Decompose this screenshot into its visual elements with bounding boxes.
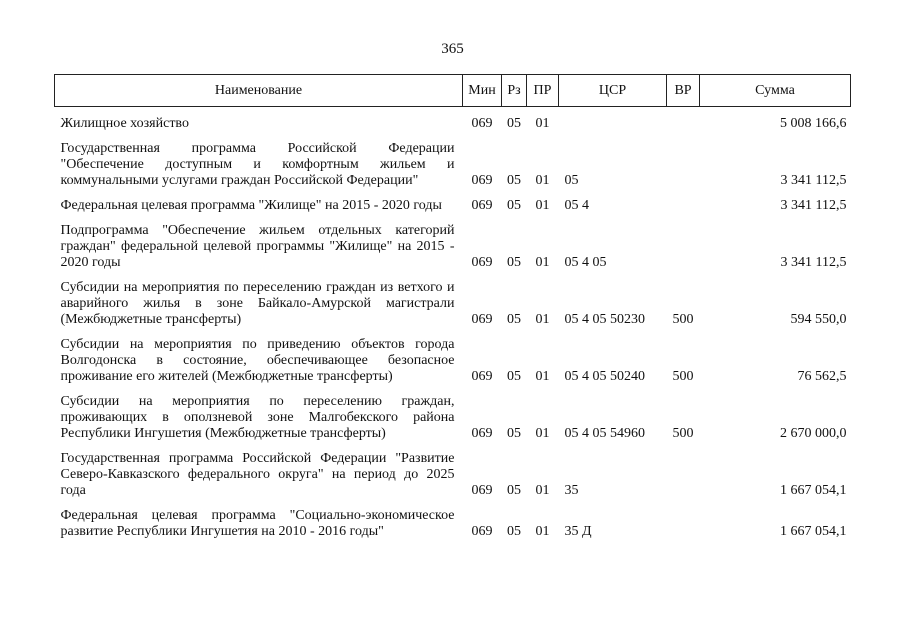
row-pr: 01 xyxy=(535,483,550,498)
row-min: 069 xyxy=(471,198,493,213)
table-row xyxy=(55,280,851,328)
page-number: 365 xyxy=(441,41,464,57)
row-vr: 500 xyxy=(672,426,694,441)
row-csr: 35 Д xyxy=(564,524,592,539)
row-csr: 05 4 05 54960 xyxy=(564,426,645,441)
row-csr: 05 4 xyxy=(564,198,589,213)
table-row xyxy=(55,394,851,442)
row-rz: 05 xyxy=(507,116,521,131)
row-min: 069 xyxy=(471,173,493,188)
row-pr: 01 xyxy=(535,116,550,131)
row-min: 069 xyxy=(471,426,493,441)
row-pr: 01 xyxy=(535,426,550,441)
row-pr: 01 xyxy=(535,173,550,188)
row-min: 069 xyxy=(471,524,493,539)
row-vr: 500 xyxy=(672,369,694,384)
row-min: 069 xyxy=(471,312,493,327)
row-vr xyxy=(667,508,700,540)
budget-table xyxy=(54,74,851,540)
row-sum: 1 667 054,1 xyxy=(780,483,847,498)
row-name: Федеральная целевая программа "Социально-экономическое развитие Республики Ингушетия на 2010 - 2016 годы" xyxy=(60,508,455,539)
header-csr: ЦСР xyxy=(559,75,667,107)
row-pr: 01 xyxy=(535,198,550,213)
row-name: Субсидии на мероприятия по приведению объектов города Волгодонска в состояние, обеспечивающее безопасное проживание его жителей (Межбюджетные трансферты) xyxy=(60,337,455,384)
row-rz: 05 xyxy=(507,369,521,384)
row-name: Государственная программа Российской Федерации "Обеспечение доступным и комфортным жильем и коммунальными услугами граждан Российской Федерации" xyxy=(60,141,455,188)
table-row xyxy=(55,451,851,499)
row-min: 069 xyxy=(471,116,493,131)
row-rz: 05 xyxy=(507,426,521,441)
row-name: Субсидии на мероприятия по переселению граждан из ветхого и аварийного жилья в зоне Байкало-Амурской магистрали (Межбюджетные трансферты) xyxy=(60,280,455,327)
row-name: Подпрограмма "Обеспечение жильем отдельных категорий граждан" федеральной целевой программы "Жилище" на 2015 - 2020 годы xyxy=(60,223,455,270)
row-csr: 05 xyxy=(564,173,579,188)
row-sum: 3 341 112,5 xyxy=(780,198,847,213)
row-rz: 05 xyxy=(507,312,521,327)
row-sum: 594 550,0 xyxy=(790,312,847,327)
header-sum: Сумма xyxy=(700,75,851,107)
row-vr xyxy=(667,451,700,499)
row-pr: 01 xyxy=(535,312,550,327)
row-csr xyxy=(559,116,667,132)
header-min: Мин xyxy=(463,75,502,107)
row-csr: 05 4 05 50240 xyxy=(564,369,645,384)
row-vr xyxy=(667,116,700,132)
header-rz: Рз xyxy=(502,75,527,107)
row-csr: 05 4 05 50230 xyxy=(564,312,645,327)
header-name: Наименование xyxy=(55,75,463,107)
table-row xyxy=(55,508,851,540)
row-csr: 05 4 05 xyxy=(564,255,607,270)
row-min: 069 xyxy=(471,255,493,270)
row-min: 069 xyxy=(471,483,493,498)
row-name: Федеральная целевая программа "Жилище" на 2015 - 2020 годы xyxy=(60,198,442,213)
row-rz: 05 xyxy=(507,483,521,498)
row-sum: 1 667 054,1 xyxy=(780,524,847,539)
row-name: Жилищное хозяйство xyxy=(60,116,189,131)
table-row xyxy=(55,198,851,214)
row-pr: 01 xyxy=(535,255,550,270)
table-row xyxy=(55,141,851,189)
row-name: Субсидии на мероприятия по переселению граждан, проживающих в оползневой зоне Малгобекского района Республики Ингушетия (Межбюджетные трансферты) xyxy=(60,394,455,441)
row-rz: 05 xyxy=(507,173,521,188)
table-row xyxy=(55,223,851,271)
row-sum: 3 341 112,5 xyxy=(780,255,847,270)
row-pr: 01 xyxy=(535,524,550,539)
row-vr: 500 xyxy=(672,312,694,327)
row-name: Государственная программа Российской Федерации "Развитие Северо-Кавказского федерального округа" на период до 2025 года xyxy=(60,451,455,498)
row-rz: 05 xyxy=(507,198,521,213)
table-row xyxy=(55,337,851,385)
row-pr: 01 xyxy=(535,369,550,384)
row-vr xyxy=(667,223,700,271)
header-pr: ПР xyxy=(527,75,559,107)
row-min: 069 xyxy=(471,369,493,384)
row-sum: 5 008 166,6 xyxy=(780,116,847,131)
row-rz: 05 xyxy=(507,524,521,539)
row-rz: 05 xyxy=(507,255,521,270)
row-sum: 2 670 000,0 xyxy=(780,426,847,441)
row-sum: 3 341 112,5 xyxy=(780,173,847,188)
row-vr xyxy=(667,198,700,214)
table-row xyxy=(55,116,851,132)
table-header-row xyxy=(55,75,851,107)
row-vr xyxy=(667,141,700,189)
row-csr: 35 xyxy=(564,483,579,498)
header-vr: ВР xyxy=(667,75,700,107)
row-sum: 76 562,5 xyxy=(797,369,847,384)
